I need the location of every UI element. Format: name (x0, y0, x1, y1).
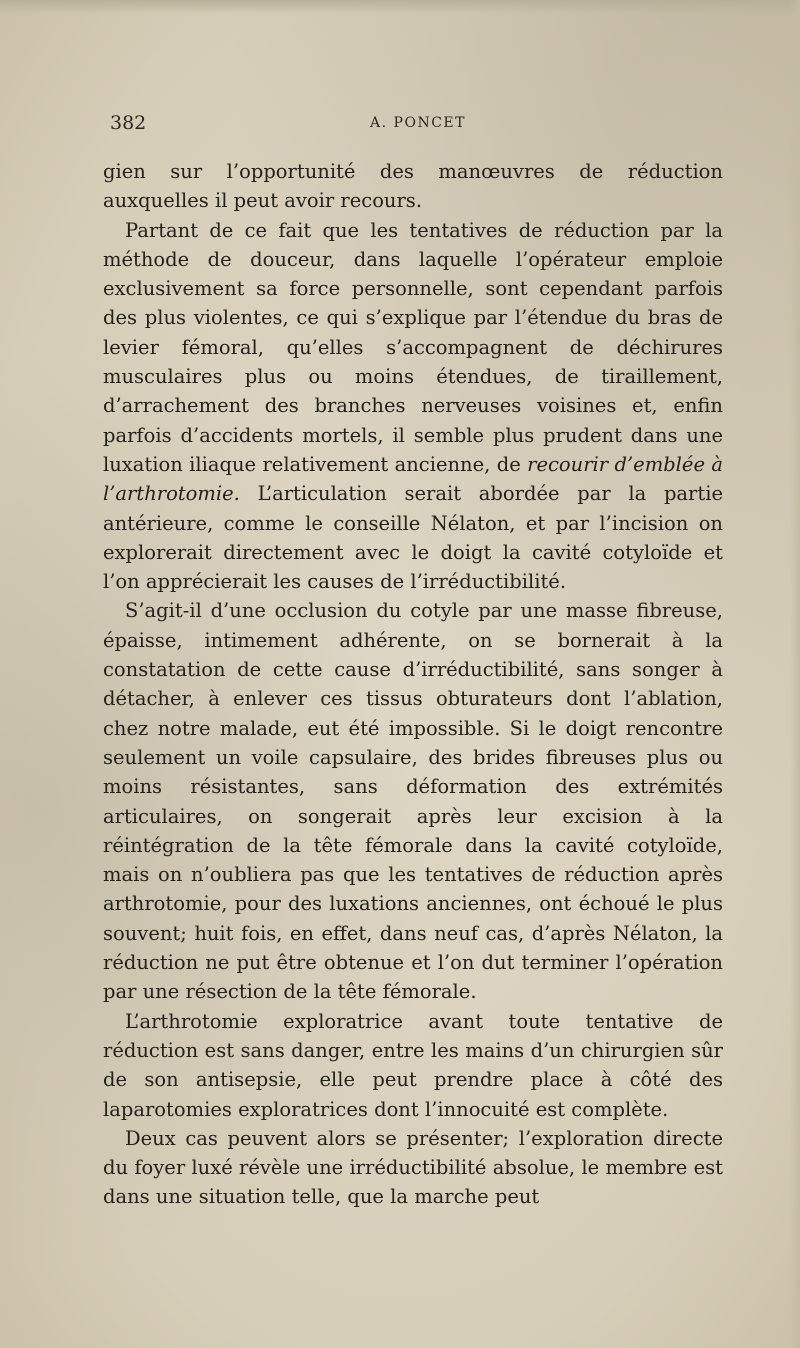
paragraph-occlusion: S’agit-il d’une occlusion du cotyle par une masse fibreuse, épaisse, intimement adhérente, on se bornerait à la constatation de cette cause d’irréductibilité, sans songer à détacher, à enlever ces tissus obturateurs dont l’ablation, chez notre malade, eut été impossible. Si le doigt rencontre seulement un voile capsulaire, des brides fibreuses plus ou moins résistantes, sans déformation des extrémités articulaires, on songerait après leur excision à la réintégration de la tête fémorale dans la cavité cotyloïde, mais on n’oubliera pas que les tentatives de réduction après arthrotomie, pour des luxations anciennes, ont échoué le plus souvent; huit fois, en effet, dans neuf cas, d’après Nélaton, la réduction ne put être obtenue et l’on dut terminer l’opération par une résection de la tête fémorale. (103, 599, 723, 1004)
paragraph-continuation: gien sur l’opportunité des manœuvres de réduction auxquelles il peut avoir recours. (103, 160, 723, 213)
italic-phrase: recourir d’emblée à l’arthrotomie. (103, 452, 723, 506)
paragraph-text: L’articulation serait abordée par la partie antérieure, comme le conseille Nélaton, et par l’incision on explorerait directement avec le doigt la cavité cotyloïde et l’on apprécierait les causes de l’irréductibilité. (103, 482, 723, 594)
page-header (110, 112, 726, 142)
paragraph-arthrotomy: L’arthrotomie exploratrice avant toute tentative de réduction est sans danger, entre les mains d’un chirurgien sûr de son antisepsie, elle peut prendre place à côté des laparotomies exploratrices dont l’innocuité est complète. (103, 1009, 723, 1121)
body-text (103, 157, 723, 1212)
paragraph-two-cases: Deux cas peuvent alors se présenter; l’exploration directe du foyer luxé révèle une irréductibilité absolue, le membre est dans une situation telle, que la marche peut (103, 1126, 723, 1209)
page-edge-shadow (0, 0, 800, 14)
page-number: 382 (110, 112, 147, 134)
running-head: A. PONCET (370, 115, 466, 131)
paragraph-reduction-methods (103, 216, 723, 597)
paragraph-text: Partant de ce fait que les tentatives de réduction par la méthode de douceur, dans laquelle l’opérateur emploie exclusivement sa force personnelle, sont cependant parfois des plus violentes, ce qui s’explique par l’étendue du bras de levier fémoral, qu’elles s’accompagnent de déchirures musculaires plus ou moins étendues, de tiraillement, d’arrachement des branches nerveuses voisines et, enfin parfois d’accidents mortels, il semble plus prudent dans une luxation iliaque relativement ancienne, de (103, 218, 723, 476)
page-gutter-shadow (790, 0, 800, 1348)
